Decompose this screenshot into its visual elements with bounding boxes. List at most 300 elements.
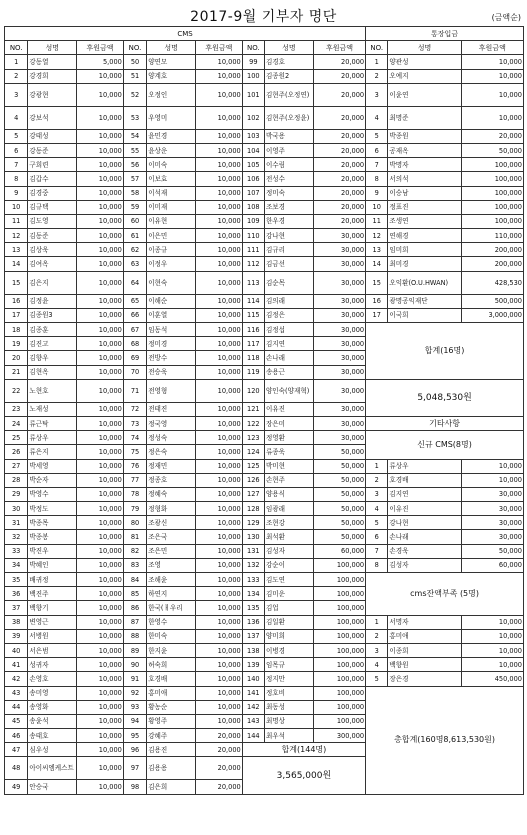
cms-amount: 10,000 xyxy=(77,214,124,228)
bank-no: 1 xyxy=(366,55,388,69)
bank-amount: 10,000 xyxy=(461,83,523,106)
cms-name: 허숙희 xyxy=(147,658,196,672)
new-cms-amount: 30,000 xyxy=(461,502,523,516)
cms-name: 노재성 xyxy=(28,402,77,416)
table-row xyxy=(5,516,524,530)
table-row xyxy=(5,158,524,172)
cms-amount: 50,000 xyxy=(313,530,365,544)
cms-name: 호경배 xyxy=(147,672,196,686)
table-row xyxy=(5,257,524,271)
table-row xyxy=(5,459,524,473)
cms-amount: 100,000 xyxy=(313,700,365,714)
table-row xyxy=(5,658,524,672)
cms-no: 61 xyxy=(123,229,146,243)
bank-no: 10 xyxy=(366,200,388,214)
bank-no: 9 xyxy=(366,186,388,200)
cms-name: 조보경 xyxy=(264,200,313,214)
cms-no: 131 xyxy=(242,544,264,558)
cms-no: 17 xyxy=(5,308,28,322)
cms-amount: 10,000 xyxy=(196,402,243,416)
cms-name: 강순이 xyxy=(264,558,313,572)
cms-name: 정미숙 xyxy=(264,186,313,200)
cms-name: 김경호 xyxy=(264,55,313,69)
cms-name: 김동준 xyxy=(28,229,77,243)
bank-amount: 20,000 xyxy=(461,129,523,143)
cms-no: 8 xyxy=(5,172,28,186)
cms-name: 송태호 xyxy=(28,729,77,743)
new-cms-no: 8 xyxy=(366,558,388,572)
cms-no: 26 xyxy=(5,445,28,459)
cms-name: 손현주 xyxy=(264,473,313,487)
cms-amount: 20,000 xyxy=(313,172,365,186)
cms-no: 102 xyxy=(242,106,264,129)
cms-no: 16 xyxy=(5,294,28,308)
bank-amount: 100,000 xyxy=(461,200,523,214)
cms-name: 김의래 xyxy=(264,294,313,308)
table-row xyxy=(5,243,524,257)
cms-amount: 100,000 xyxy=(313,615,365,629)
bank-total-amount: 5,048,530원 xyxy=(366,379,524,416)
bank-no: 16 xyxy=(366,294,388,308)
bank-amount: 10,000 xyxy=(461,106,523,129)
cms-no: 24 xyxy=(5,416,28,430)
cms-name: 박미현 xyxy=(264,459,313,473)
cms-no: 118 xyxy=(242,351,264,365)
table-row xyxy=(5,573,524,587)
cms-no: 92 xyxy=(123,686,146,700)
cms-amount: 20,000 xyxy=(196,780,243,794)
cms-no: 104 xyxy=(242,143,264,157)
cms-name: 김현주(오정윤) xyxy=(264,106,313,129)
bank-no: 2 xyxy=(366,69,388,83)
cms-name: 강동열 xyxy=(28,55,77,69)
cms-name: 아이씨엠케스트 xyxy=(28,757,77,780)
cms-no: 62 xyxy=(123,243,146,257)
cms-name: 김순목 xyxy=(264,271,313,294)
cms-name: 양인숙(양재혁) xyxy=(264,379,313,402)
cms-amount: 10,000 xyxy=(77,337,124,351)
cms-no: 125 xyxy=(242,459,264,473)
cms-amount: 10,000 xyxy=(77,757,124,780)
cms-amount: 10,000 xyxy=(196,214,243,228)
cms-no: 139 xyxy=(242,658,264,672)
cms-no: 114 xyxy=(242,294,264,308)
cms-no: 21 xyxy=(5,365,28,379)
cms-amount: 100,000 xyxy=(313,629,365,643)
cms-no: 75 xyxy=(123,445,146,459)
bank-amount: 200,000 xyxy=(461,243,523,257)
bank-name: 최미경 xyxy=(388,257,461,271)
cms-no: 143 xyxy=(242,714,264,728)
cms-amount: 60,000 xyxy=(313,544,365,558)
new-cms-no: 3 xyxy=(366,487,388,501)
new-cms-label: 신규 CMS(8명) xyxy=(366,431,524,459)
cms-no: 33 xyxy=(5,544,28,558)
cms-amount: 10,000 xyxy=(77,229,124,243)
cms-name: 조은국 xyxy=(147,530,196,544)
cms-amount: 30,000 xyxy=(313,323,365,337)
cms-name: 강경희 xyxy=(28,69,77,83)
cms-name: 오정인 xyxy=(147,83,196,106)
cms-name: 정성숙 xyxy=(147,431,196,445)
cms-amount: 10,000 xyxy=(77,459,124,473)
cms-no: 7 xyxy=(5,158,28,172)
cms-name: 김종원2 xyxy=(264,69,313,83)
cms-no: 87 xyxy=(123,615,146,629)
new-cms-no: 5 xyxy=(366,516,388,530)
shortfall-no: 3 xyxy=(366,643,388,657)
cms-no: 19 xyxy=(5,337,28,351)
cms-no: 130 xyxy=(242,530,264,544)
cms-no: 79 xyxy=(123,502,146,516)
cms-no: 124 xyxy=(242,445,264,459)
cms-no: 5 xyxy=(5,129,28,143)
bank-name: 양관성 xyxy=(388,55,461,69)
cms-amount: 10,000 xyxy=(77,587,124,601)
cms-name: 류은지 xyxy=(28,445,77,459)
cms-no: 85 xyxy=(123,587,146,601)
cms-name: 강나현 xyxy=(264,229,313,243)
cms-name: 양계호 xyxy=(147,69,196,83)
table-row xyxy=(5,431,524,445)
cms-no: 83 xyxy=(123,558,146,572)
col-name: 성명 xyxy=(147,41,196,55)
cms-amount: 30,000 xyxy=(313,229,365,243)
cms-amount: 30,000 xyxy=(313,294,365,308)
cms-amount: 10,000 xyxy=(77,243,124,257)
cms-amount: 10,000 xyxy=(77,379,124,402)
shortfall-no: 4 xyxy=(366,658,388,672)
cms-no: 93 xyxy=(123,700,146,714)
cms-name: 조영 xyxy=(147,558,196,572)
cms-name: 정종호 xyxy=(147,473,196,487)
cms-no: 15 xyxy=(5,271,28,294)
table-row xyxy=(5,229,524,243)
cms-no: 43 xyxy=(5,686,28,700)
cms-amount: 10,000 xyxy=(196,700,243,714)
cms-amount: 50,000 xyxy=(313,502,365,516)
cms-name: 송윤석 xyxy=(28,714,77,728)
cms-no: 66 xyxy=(123,308,146,322)
cms-no: 50 xyxy=(123,55,146,69)
cms-name: 임광래 xyxy=(264,502,313,516)
bank-amount: 10,000 xyxy=(461,69,523,83)
new-cms-no: 7 xyxy=(366,544,388,558)
cms-name: 정재민 xyxy=(147,459,196,473)
cms-amount: 10,000 xyxy=(77,729,124,743)
table-row xyxy=(5,200,524,214)
cms-amount: 10,000 xyxy=(77,271,124,294)
cms-amount: 20,000 xyxy=(313,200,365,214)
bank-name: 이윤연 xyxy=(388,83,461,106)
cms-amount: 20,000 xyxy=(313,69,365,83)
cms-amount: 10,000 xyxy=(196,294,243,308)
col-name: 성명 xyxy=(28,41,77,55)
cms-no: 144 xyxy=(242,729,264,743)
cms-name: 이종규 xyxy=(147,243,196,257)
new-cms-name: 손나래 xyxy=(388,530,461,544)
cms-no: 37 xyxy=(5,601,28,615)
cms-name: 배귀정 xyxy=(28,573,77,587)
bank-no: 3 xyxy=(366,83,388,106)
bank-amount: 100,000 xyxy=(461,214,523,228)
cms-name: 강보석 xyxy=(28,106,77,129)
cms-name: 김용진 xyxy=(147,743,196,757)
table-row xyxy=(5,308,524,322)
bank-amount: 100,000 xyxy=(461,186,523,200)
cms-name: 이유진 xyxy=(264,402,313,416)
cms-amount: 10,000 xyxy=(196,416,243,430)
cms-amount: 10,000 xyxy=(77,129,124,143)
shortfall-amount: 10,000 xyxy=(461,629,523,643)
cms-amount: 100,000 xyxy=(313,573,365,587)
cms-name: 김현주(오정연) xyxy=(264,83,313,106)
cms-name: 홍미애 xyxy=(147,686,196,700)
cms-no: 12 xyxy=(5,229,28,243)
cms-amount: 10,000 xyxy=(196,351,243,365)
cms-amount: 20,000 xyxy=(313,129,365,143)
cms-amount: 10,000 xyxy=(196,445,243,459)
shortfall-amount: 10,000 xyxy=(461,643,523,657)
new-cms-amount: 60,000 xyxy=(461,558,523,572)
cms-name: 김미운 xyxy=(264,587,313,601)
cms-no: 10 xyxy=(5,200,28,214)
bank-name: 정표진 xyxy=(388,200,461,214)
cms-amount: 100,000 xyxy=(313,672,365,686)
table-row xyxy=(5,106,524,129)
cms-name: 송미영 xyxy=(28,686,77,700)
cms-name: 한미숙 xyxy=(147,629,196,643)
cms-no: 9 xyxy=(5,186,28,200)
cms-no: 68 xyxy=(123,337,146,351)
bank-no: 5 xyxy=(366,129,388,143)
new-cms-name: 이유진 xyxy=(388,502,461,516)
column-header-row xyxy=(5,41,524,55)
cms-name: 안승국 xyxy=(28,780,77,794)
cms-amount: 50,000 xyxy=(313,445,365,459)
cms-amount: 10,000 xyxy=(196,271,243,294)
cms-no: 111 xyxy=(242,243,264,257)
table-row xyxy=(5,416,524,430)
table-row xyxy=(5,544,524,558)
cms-name: 정혜숙 xyxy=(147,487,196,501)
table-row xyxy=(5,686,524,700)
cms-no: 41 xyxy=(5,658,28,672)
cms-no: 44 xyxy=(5,700,28,714)
cms-name: 김도영 xyxy=(28,214,77,228)
cms-amount: 10,000 xyxy=(77,643,124,657)
cms-amount: 10,000 xyxy=(77,780,124,794)
cms-no: 98 xyxy=(123,780,146,794)
cms-amount: 10,000 xyxy=(196,516,243,530)
cms-no: 31 xyxy=(5,516,28,530)
new-cms-no: 6 xyxy=(366,530,388,544)
cms-no: 38 xyxy=(5,615,28,629)
cms-no: 113 xyxy=(242,271,264,294)
cms-amount: 10,000 xyxy=(77,516,124,530)
cms-no: 136 xyxy=(242,615,264,629)
cms-name: 정호비 xyxy=(264,686,313,700)
cms-amount: 10,000 xyxy=(77,502,124,516)
cms-amount: 100,000 xyxy=(313,587,365,601)
bank-name: 연해경 xyxy=(388,229,461,243)
cms-amount: 10,000 xyxy=(196,365,243,379)
cms-amount: 10,000 xyxy=(77,658,124,672)
cms-amount: 10,000 xyxy=(77,445,124,459)
cms-amount: 10,000 xyxy=(77,473,124,487)
cms-name: 류상우 xyxy=(28,431,77,445)
cms-amount: 20,000 xyxy=(313,143,365,157)
bank-name: 오예지 xyxy=(388,69,461,83)
cms-name: 백진주 xyxy=(28,587,77,601)
cms-amount: 10,000 xyxy=(196,573,243,587)
cms-no: 32 xyxy=(5,530,28,544)
cms-amount: 10,000 xyxy=(77,351,124,365)
cms-amount: 10,000 xyxy=(77,743,124,757)
cms-amount: 10,000 xyxy=(77,672,124,686)
shortfall-name: 장은경 xyxy=(388,672,461,686)
cms-name: 서은범 xyxy=(28,643,77,657)
cms-name: 임목규 xyxy=(264,658,313,672)
cms-name: 이은민 xyxy=(147,229,196,243)
bank-name: 이국희 xyxy=(388,308,461,322)
col-no: NO. xyxy=(366,41,388,55)
table-row xyxy=(5,558,524,572)
cms-name: 하연지 xyxy=(147,587,196,601)
cms-amount: 300,000 xyxy=(313,729,365,743)
cms-no: 54 xyxy=(123,129,146,143)
cms-amount: 30,000 xyxy=(313,431,365,445)
shortfall-no: 5 xyxy=(366,672,388,686)
cms-no: 94 xyxy=(123,714,146,728)
cms-no: 18 xyxy=(5,323,28,337)
cms-name: 최명상 xyxy=(264,714,313,728)
cms-no: 99 xyxy=(242,55,264,69)
cms-amount: 10,000 xyxy=(77,700,124,714)
bank-amount: 110,000 xyxy=(461,229,523,243)
bank-name: 오익환(O.U.HWAN) xyxy=(388,271,461,294)
table-row xyxy=(5,214,524,228)
cms-amount: 10,000 xyxy=(196,83,243,106)
cms-name: 박혜인 xyxy=(28,558,77,572)
table-row xyxy=(5,294,524,308)
cms-no: 128 xyxy=(242,502,264,516)
cms-no: 81 xyxy=(123,530,146,544)
new-cms-amount: 30,000 xyxy=(461,487,523,501)
cms-name: 전성수 xyxy=(264,172,313,186)
bank-name: 공재옥 xyxy=(388,143,461,157)
cms-amount: 5,000 xyxy=(77,55,124,69)
cms-amount: 10,000 xyxy=(77,172,124,186)
cms-name: 황영주 xyxy=(147,714,196,728)
cms-no: 88 xyxy=(123,629,146,643)
cms-no: 105 xyxy=(242,158,264,172)
cms-name: 임동석 xyxy=(147,323,196,337)
cms-no: 103 xyxy=(242,129,264,143)
table-row xyxy=(5,69,524,83)
cms-no: 60 xyxy=(123,214,146,228)
cms-amount: 100,000 xyxy=(313,558,365,572)
cms-no: 3 xyxy=(5,83,28,106)
bank-total-label: 합계(16명) xyxy=(366,323,524,380)
new-cms-no: 4 xyxy=(366,502,388,516)
bank-amount: 100,000 xyxy=(461,158,523,172)
table-row xyxy=(5,487,524,501)
new-cms-amount: 10,000 xyxy=(461,459,523,473)
cms-no: 57 xyxy=(123,172,146,186)
new-cms-amount: 30,000 xyxy=(461,530,523,544)
cms-amount: 10,000 xyxy=(77,200,124,214)
cms-no: 48 xyxy=(5,757,28,780)
table-row xyxy=(5,143,524,157)
new-cms-amount: 30,000 xyxy=(461,516,523,530)
col-no: NO. xyxy=(123,41,146,55)
cms-amount: 10,000 xyxy=(196,686,243,700)
cms-name: 박종봉 xyxy=(28,530,77,544)
bank-no: 4 xyxy=(366,106,388,129)
col-amount: 후원금액 xyxy=(313,41,365,55)
cms-name: 윤상운 xyxy=(147,143,196,157)
cms-name: 이영주 xyxy=(264,143,313,157)
cms-no: 49 xyxy=(5,780,28,794)
cms-name: 이현숙 xyxy=(147,271,196,294)
cms-name: 김현옥 xyxy=(28,365,77,379)
cms-no: 4 xyxy=(5,106,28,129)
new-cms-name: 강나현 xyxy=(388,516,461,530)
cms-name: 최동성 xyxy=(264,700,313,714)
cms-amount: 30,000 xyxy=(313,379,365,402)
shortfall-label: cms잔액부족 (5명) xyxy=(366,573,524,616)
cms-name: 황농순 xyxy=(147,700,196,714)
cms-name: 이석재 xyxy=(147,186,196,200)
cms-amount: 10,000 xyxy=(77,158,124,172)
cms-amount: 10,000 xyxy=(196,257,243,271)
bank-name: 광명공익재단 xyxy=(388,294,461,308)
cms-name: 이보효 xyxy=(147,172,196,186)
cms-no: 115 xyxy=(242,308,264,322)
cms-amount: 10,000 xyxy=(77,544,124,558)
cms-amount: 30,000 xyxy=(313,308,365,322)
cms-amount: 10,000 xyxy=(77,530,124,544)
cms-no: 77 xyxy=(123,473,146,487)
cms-name: 김여옥 xyxy=(28,257,77,271)
bank-name: 임미희 xyxy=(388,243,461,257)
cms-name: 조광신 xyxy=(147,516,196,530)
cms-amount: 20,000 xyxy=(196,743,243,757)
cms-amount: 10,000 xyxy=(196,658,243,672)
cms-name: 전태진 xyxy=(147,402,196,416)
cms-name: 정미경 xyxy=(147,337,196,351)
cms-amount: 10,000 xyxy=(77,558,124,572)
bank-no: 17 xyxy=(366,308,388,322)
cms-amount: 100,000 xyxy=(313,686,365,700)
cms-no: 101 xyxy=(242,83,264,106)
new-cms-name: 손경욱 xyxy=(388,544,461,558)
cms-no: 76 xyxy=(123,459,146,473)
cms-name: 강동준 xyxy=(28,143,77,157)
cms-no: 71 xyxy=(123,379,146,402)
cms-no: 28 xyxy=(5,473,28,487)
cms-amount: 100,000 xyxy=(313,601,365,615)
cms-name: 김정은 xyxy=(264,308,313,322)
cms-no: 69 xyxy=(123,351,146,365)
cms-name: 김규택 xyxy=(28,200,77,214)
cms-no: 140 xyxy=(242,672,264,686)
cms-no: 84 xyxy=(123,573,146,587)
cms-amount: 10,000 xyxy=(196,129,243,143)
cms-amount: 10,000 xyxy=(196,431,243,445)
cms-amount: 10,000 xyxy=(196,229,243,243)
